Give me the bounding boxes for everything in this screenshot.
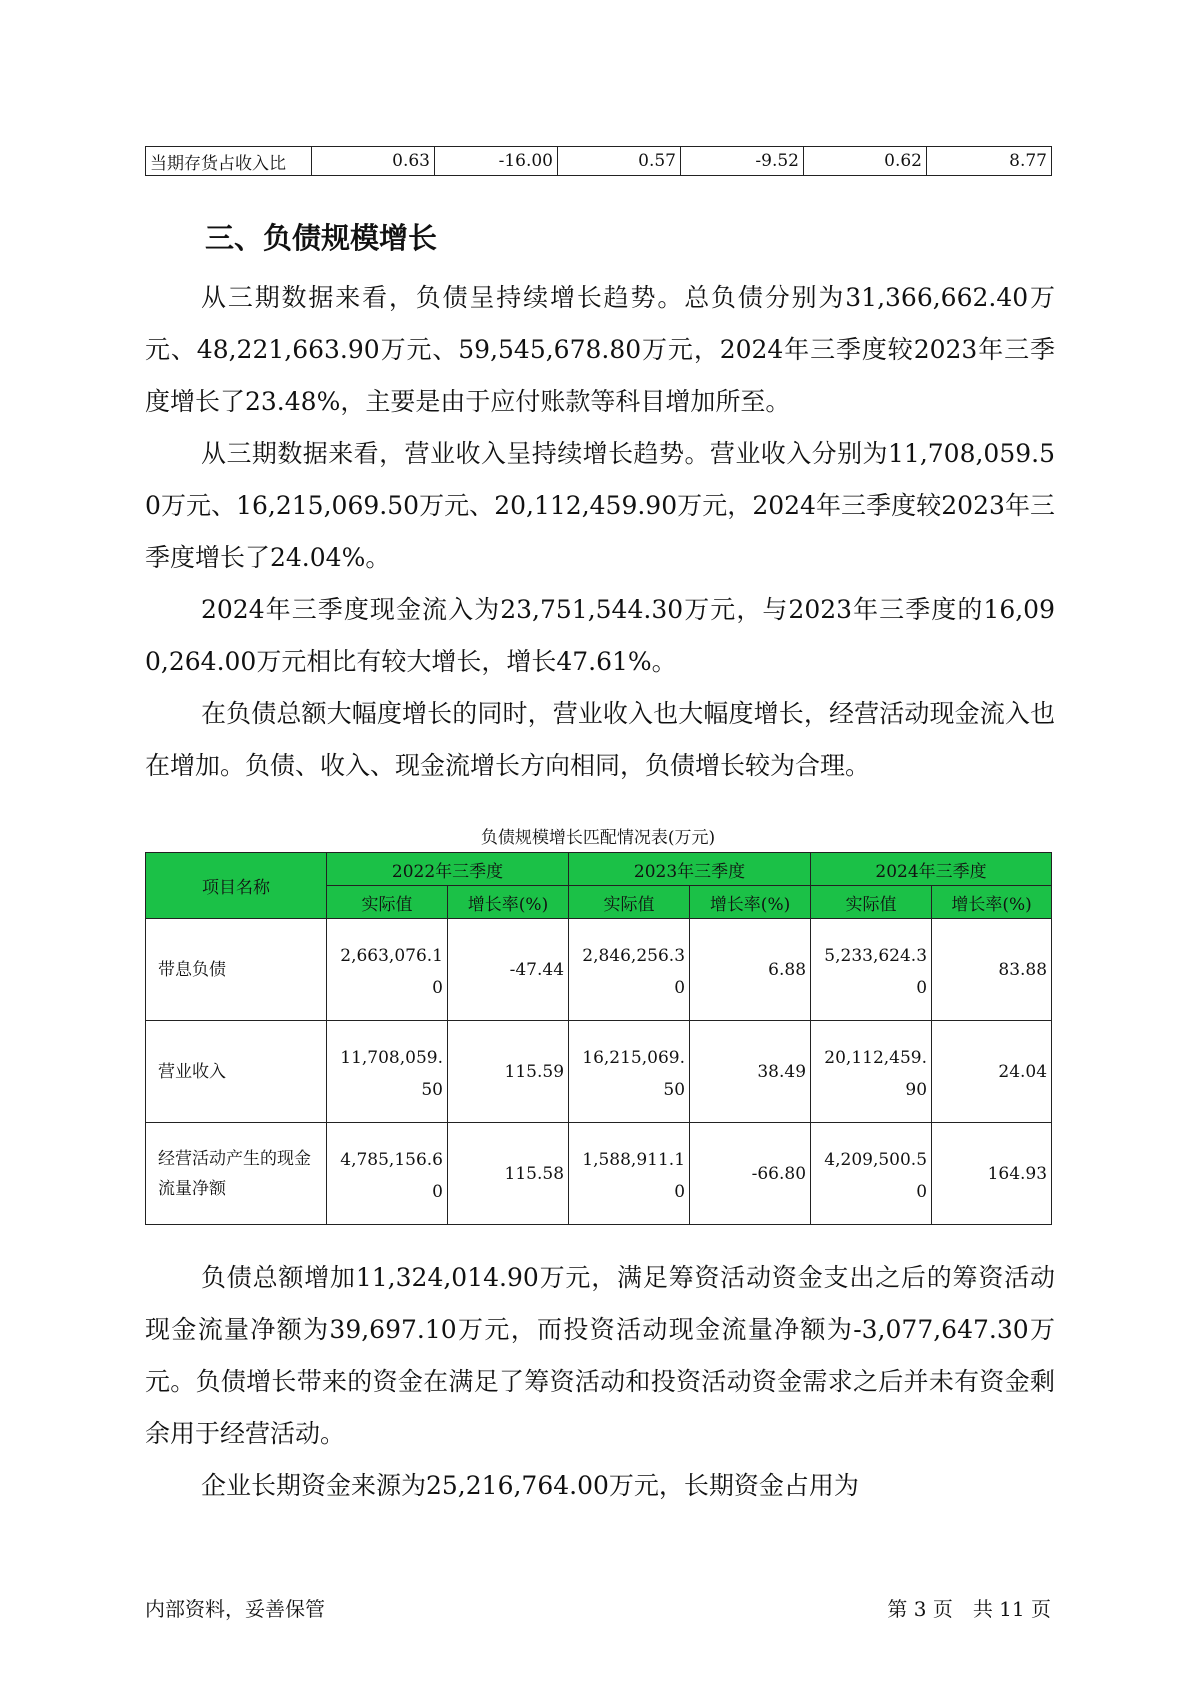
row-label: 营业收入 xyxy=(146,1021,327,1123)
table-row xyxy=(146,1021,1052,1123)
header-actual: 实际值 xyxy=(811,886,932,919)
table-row xyxy=(146,919,1052,1021)
cell-value: 83.88 xyxy=(932,919,1052,1021)
row-label: 经营活动产生的现金流量净额 xyxy=(146,1123,327,1225)
cell-value: -16.00 xyxy=(435,147,558,176)
header-period: 2023年三季度 xyxy=(569,853,811,886)
paragraph-revenue: 从三期数据来看，营业收入呈持续增长趋势。营业收入分别为11,708,059.50万元、16,215,069.50万元、20,112,459.90万元，2024年三季度较2023年三季度增长了24.04%。 xyxy=(145,439,1055,572)
table-header-row xyxy=(146,853,1052,886)
header-period: 2022年三季度 xyxy=(327,853,569,886)
cell-value: 11,708,059.50 xyxy=(327,1021,448,1123)
cell-value: 4,209,500.50 xyxy=(811,1123,932,1225)
top-ratio-table xyxy=(145,146,1052,176)
cell-value: 2,846,256.30 xyxy=(569,919,690,1021)
cell-value: 0.62 xyxy=(804,147,927,176)
cell-value: 6.88 xyxy=(690,919,811,1021)
paragraph-financing: 负债总额增加11,324,014.90万元，满足筹资活动资金支出之后的筹资活动现金流量净额为39,697.10万元，而投资活动现金流量净额为-3,077,647.30万元。负债增长带来的资金在满足了筹资活动和投资活动资金需求之后并未有资金剩余用于经营活动。 xyxy=(145,1263,1055,1448)
cell-value: 0.57 xyxy=(558,147,681,176)
cell-value: 1,588,911.10 xyxy=(569,1123,690,1225)
paragraph-liability: 从三期数据来看，负债呈持续增长趋势。总负债分别为31,366,662.40万元、48,221,663.90万元、59,545,678.80万元，2024年三季度较2023年三季度增长了23.48%，主要是由于应付账款等科目增加所至。 xyxy=(145,283,1055,416)
header-growth: 增长率(%) xyxy=(448,886,569,919)
liability-growth-table xyxy=(145,852,1052,1225)
paragraph-cashflow: 2024年三季度现金流入为23,751,544.30万元，与2023年三季度的16,090,264.00万元相比有较大增长，增长47.61%。 xyxy=(145,595,1055,676)
cell-value: 16,215,069.50 xyxy=(569,1021,690,1123)
cell-value: 20,112,459.90 xyxy=(811,1021,932,1123)
cell-value: -66.80 xyxy=(690,1123,811,1225)
cell-value: 0.63 xyxy=(312,147,435,176)
footer-confidential: 内部资料，妥善保管 xyxy=(145,1597,325,1621)
cell-value: 24.04 xyxy=(932,1021,1052,1123)
cell-value: 164.93 xyxy=(932,1123,1052,1225)
cell-value: 4,785,156.60 xyxy=(327,1123,448,1225)
row-label: 当期存货占收入比 xyxy=(146,147,312,176)
section-title: 三、负债规模增长 xyxy=(205,221,438,255)
header-item-name: 项目名称 xyxy=(146,853,327,919)
cell-value: 2,663,076.10 xyxy=(327,919,448,1021)
table-caption: 负债规模增长匹配情况表(万元) xyxy=(480,828,716,848)
cell-value: 115.59 xyxy=(448,1021,569,1123)
header-period: 2024年三季度 xyxy=(811,853,1052,886)
table-row xyxy=(146,147,1052,176)
cell-value: 8.77 xyxy=(927,147,1052,176)
row-label: 带息负债 xyxy=(146,919,327,1021)
table-row xyxy=(146,1123,1052,1225)
header-actual: 实际值 xyxy=(327,886,448,919)
paragraph-conclusion: 在负债总额大幅度增长的同时，营业收入也大幅度增长，经营活动现金流入也在增加。负债、收入、现金流增长方向相同，负债增长较为合理。 xyxy=(145,699,1055,780)
paragraph-longterm: 企业长期资金来源为25,216,764.00万元，长期资金占用为 xyxy=(201,1471,859,1500)
cell-value: 5,233,624.30 xyxy=(811,919,932,1021)
page-number: 第 3 页 共 11 页 xyxy=(887,1597,1051,1621)
header-growth: 增长率(%) xyxy=(932,886,1052,919)
cell-value: 38.49 xyxy=(690,1021,811,1123)
cell-value: -9.52 xyxy=(681,147,804,176)
cell-value: -47.44 xyxy=(448,919,569,1021)
cell-value: 115.58 xyxy=(448,1123,569,1225)
header-actual: 实际值 xyxy=(569,886,690,919)
header-growth: 增长率(%) xyxy=(690,886,811,919)
